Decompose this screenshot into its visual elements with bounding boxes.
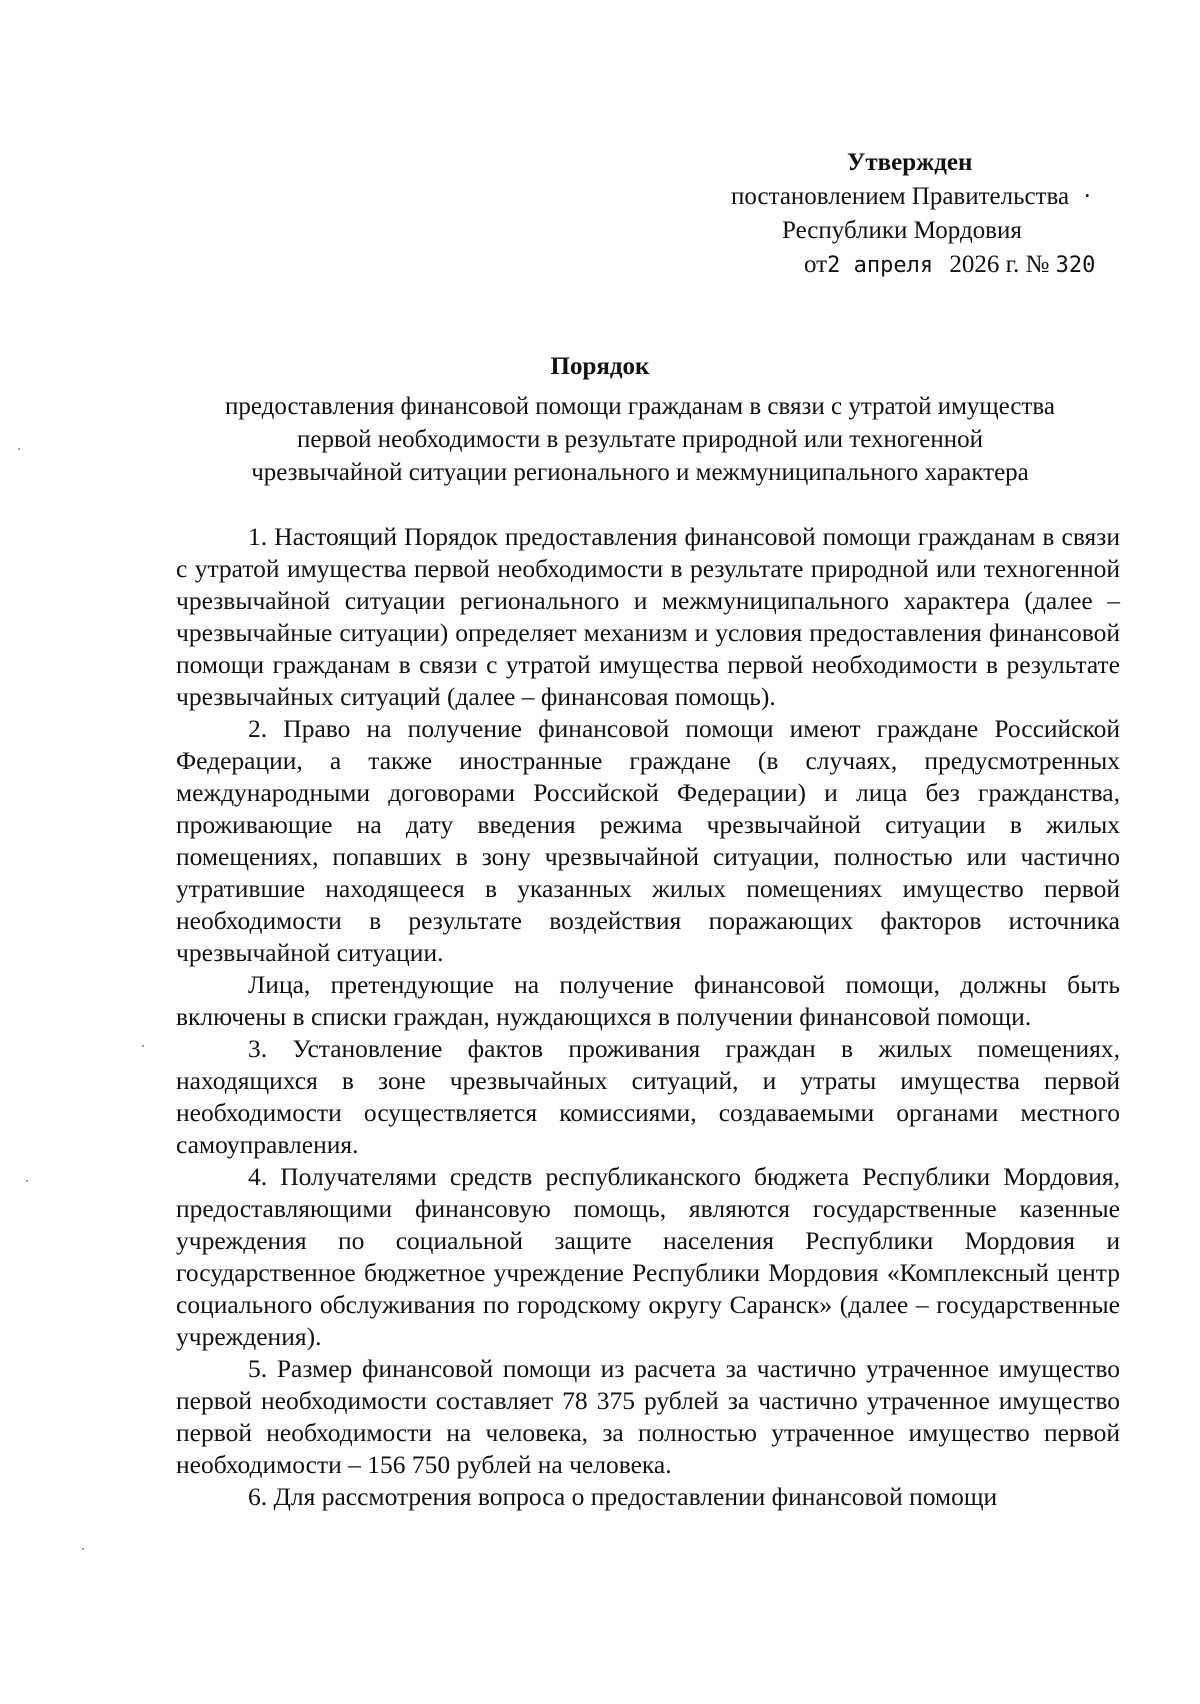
- approval-stamp: [700, 146, 1140, 283]
- scan-speck: [26, 1180, 28, 1182]
- approval-date: [700, 248, 1140, 283]
- approval-line: Республики Мордовия: [782, 217, 1022, 244]
- scan-speck: [18, 448, 20, 450]
- date-filled: 2 апреля: [827, 253, 934, 278]
- subtitle-line: чрезвычайной ситуации регионального и межмуниципального характера: [251, 459, 1029, 486]
- paragraph-6: 6. Для рассмотрения вопроса о предоставлении финансовой помощи: [248, 1482, 998, 1511]
- date-year: 2026 г. №: [949, 251, 1050, 278]
- paragraph-1: 1. Настоящий Порядок предоставления финансовой помощи гражданам в связи с утратой имущества первой необходимости в результате природной или техногенной чрезвычайной ситуации регионального и межмуниципального характера (далее – чрезвычайные ситуации) определяет механизм и условия предоставления финансовой помощи гражданам в связи с утратой имущества первой необходимости в результате чрезвычайных ситуаций (далее – финансовая помощь).: [176, 522, 1120, 711]
- paragraph-2: 2. Право на получение финансовой помощи имеют граждане Российской Федерации, а также иностранные граждане (в случаях, предусмотренных международными договорами Российской Федерации) и лица без гражданства, проживающие на дату введения режима чрезвычайной ситуации в жилых помещениях, попавших в зону чрезвычайной ситуации, полностью или частично утратившие находящееся в указанных жилых помещениях имущество первой необходимости в результате воздействия поражающих факторов источника чрезвычайной ситуации.: [176, 714, 1120, 967]
- paragraph-5: 5. Размер финансовой помощи из расчета за частично утраченное имущество первой необходимости составляет 78 375 рублей за частично утраченное имущество первой необходимости на человека, за полностью утраченное имущество первой необходимости – 156 750 рублей на человека.: [176, 1354, 1120, 1479]
- document-body: [176, 521, 1120, 1513]
- margin-mark: ·: [1083, 183, 1092, 210]
- approval-title: Утвержден: [847, 149, 973, 176]
- scan-speck: [142, 1045, 144, 1047]
- document-subtitle: [160, 390, 1120, 489]
- paragraph-2-continued: Лица, претендующие на получение финансовой помощи, должны быть включены в списки граждан, нуждающихся в получении финансовой помощи.: [176, 970, 1120, 1031]
- subtitle-line: предоставления финансовой помощи гражданам в связи с утратой имущества: [225, 393, 1055, 420]
- date-prefix: от: [804, 251, 828, 278]
- subtitle-line: первой необходимости в результате природной или техногенной: [296, 426, 984, 453]
- paragraph-3: 3. Установление фактов проживания граждан в жилых помещениях, находящихся в зоне чрезвычайных ситуаций, и утраты имущества первой необходимости осуществляется комиссиями, создаваемыми органами местного самоуправления.: [176, 1034, 1120, 1159]
- document-number: 320: [1055, 253, 1096, 278]
- document-title: Порядок: [550, 353, 650, 380]
- scan-speck: [82, 1548, 84, 1550]
- approval-line: постановлением Правительства ·: [731, 183, 1092, 210]
- paragraph-4: 4. Получателями средств республиканского бюджета Республики Мордовия, предоставляющими финансовую помощь, являются государственные казенные учреждения по социальной защите населения Республики Мордовия и государственное бюджетное учреждение Республики Мордовия «Комплексный центр социального обслуживания по городскому округу Саранск» (далее – государственные учреждения).: [176, 1162, 1120, 1351]
